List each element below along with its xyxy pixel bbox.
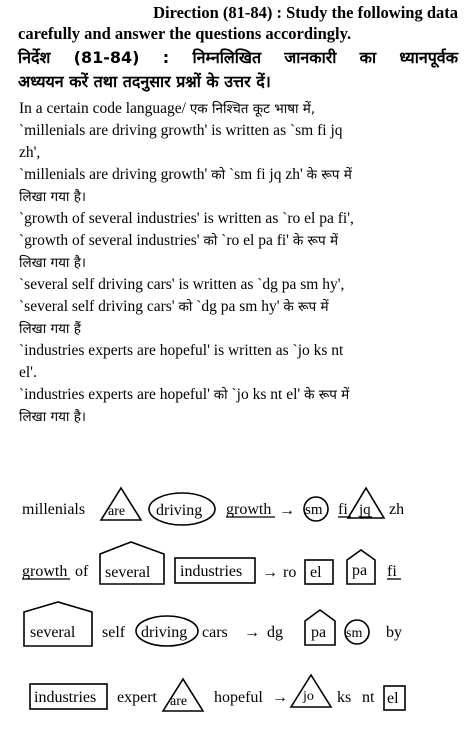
statement-1-en: `millenials are driving growth' is written as `sm fi jq [19, 122, 343, 139]
word-self: self [102, 624, 126, 641]
statement-4-hi: `industries experts are hopeful' को `jo ks nt el' के रूप में [19, 386, 350, 403]
statement-4-en-cont: el'. [19, 364, 37, 381]
diagram-row-4 [30, 675, 405, 711]
code-ro: ro [283, 564, 297, 581]
statement-1-hi: `millenials are driving growth' को `sm fi jq zh' के रूप में [19, 166, 352, 183]
statement-1-en-cont: zh', [19, 144, 41, 161]
word-several: several [30, 624, 76, 641]
direction-header-hindi [18, 46, 458, 94]
arrow-icon: → [279, 502, 295, 519]
statement-4-en: `industries experts are hopeful' is written as `jo ks nt [19, 342, 344, 359]
code-jq: jq [359, 502, 371, 518]
statement-3-hi: `several self driving cars' को `dg pa sm hy' के रूप में [19, 298, 329, 315]
direction-line-1: Direction (81-84) : Study the following data [153, 3, 458, 22]
word-growth: growth [22, 563, 68, 580]
arrow-icon: → [272, 689, 288, 706]
statement-2-hi-cont: लिखा गया है। [19, 255, 86, 271]
code-zh: zh [389, 501, 405, 518]
code-ks: ks [337, 689, 352, 706]
word-hopeful: hopeful [214, 689, 263, 706]
intro-line: In a certain code language/ एक निश्चित कूट भाषा में, [19, 100, 316, 117]
word-are: are [108, 504, 126, 519]
word-cars: cars [202, 624, 228, 641]
word-several: several [105, 564, 151, 581]
word-millenials: millenials [22, 501, 86, 518]
word-expert: expert [117, 689, 157, 706]
code-dg: dg [267, 624, 283, 641]
statement-2-en: `growth of several industries' is written as `ro el pa fi', [19, 210, 354, 227]
diagram-row-2 [22, 542, 401, 584]
statement-4-hi-cont: लिखा गया है। [19, 409, 86, 425]
code-pa: pa [352, 562, 368, 579]
diagram-row-3 [24, 602, 402, 646]
code-pa: pa [311, 624, 327, 641]
statement-3-hi-cont: लिखा गया हैं [19, 321, 81, 337]
arrow-icon: → [262, 564, 278, 581]
code-el: el [310, 564, 322, 581]
direction-header-english [18, 2, 458, 44]
word-of: of [75, 563, 89, 580]
word-growth: growth [226, 501, 272, 518]
hindi-direction-line-2: अध्ययन करें तथा तदनुसार प्रश्नों के उत्तर दें। [18, 72, 271, 91]
code-jo: jo [303, 689, 314, 704]
statement-1-hi-cont: लिखा गया है। [19, 189, 86, 205]
hindi-direction-line-1: निर्देश (81-84) : निम्नलिखित जानकारी का ध्यानपूर्वक [18, 48, 458, 67]
word-industries: industries [180, 563, 243, 580]
word-driving: driving [141, 624, 188, 641]
statement-2-hi: `growth of several industries' को `ro el pa fi' के रूप में [19, 232, 339, 249]
word-industries: industries [34, 689, 97, 706]
code-by: by [386, 624, 402, 641]
statement-3-en: `several self driving cars' is written as `dg pa sm hy', [19, 276, 345, 293]
code-el: el [387, 690, 399, 707]
code-nt: nt [362, 689, 375, 706]
direction-line-2: carefully and answer the questions accordingly. [18, 24, 352, 43]
code-mapping-diagram [0, 474, 468, 738]
code-fi: fi [338, 501, 348, 518]
word-are: are [170, 694, 188, 709]
code-sm: sm [346, 626, 363, 641]
code-fi: fi [387, 563, 397, 580]
statements-text [19, 98, 449, 428]
diagram-row-1 [22, 488, 404, 525]
arrow-icon: → [244, 624, 260, 641]
code-sm: sm [305, 502, 323, 518]
word-driving: driving [156, 502, 203, 519]
